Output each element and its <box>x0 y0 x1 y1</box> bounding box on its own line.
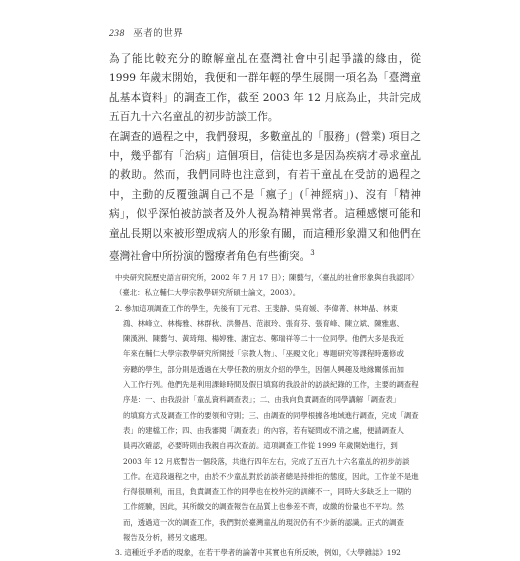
footnote-line: 旁聽的學生，部分則是透過在大學任教的朋友介紹的學生，因個人興趣及地緣關係而加 <box>123 364 404 374</box>
footnotes <box>115 270 420 561</box>
paragraph: 為了能比較充分的瞭解童乩在臺灣社會中引起爭議的緣由，從 1999 年歲末開始，我便和一群年輕的學生展開一項名為「臺灣童乩基本資料」的調查工作，截至 2003 年 12 月底為止，共計完成五百九十六名童乩的初步訪談工作。 <box>109 53 421 124</box>
footnote-line: （臺北：私立輔仁大學宗教學研究所碩士論文，2003）。 <box>115 288 301 298</box>
footnote-line: 陳漢洲、陳藝勻、黃琦翔、楊婷雅、謝宜志、鄭瑞祥等二十一位同學。他們大多是我近 <box>123 334 404 344</box>
footnote-line: 2003 年 12 月底暫告一個段落，共進行四年左右，完成了五百九十六名童乩的初步訪談 <box>123 456 410 466</box>
footnote-line: 鴻、林峰立、林梅雅、林群秋、洪譽昌、范淑玲、張育芬、張育峰、陳立斌、陳雅惠、 <box>123 318 404 328</box>
footnote-line: 2. 參加這項調查工作的學生，先後有丁元君、王斐静、吳育媛、李偉菁、林坤晶、林東 <box>115 303 398 313</box>
footnote-line: 中央研究院歷史語言研究所，2002 年 7 月 17 日）；陳藝勻，〈臺乩的社會形象與自我認同〉 <box>115 273 419 282</box>
footnote-line: 3. 這種近乎矛盾的現象，在若干學者的論著中其實也有所反映，例如，《大學雜誌》192 <box>115 548 401 558</box>
footnote-line: 的填寫方式及調查工作的要領和守則；三、由調查的同學根據各地域進行調查，完成「調查 <box>123 410 419 420</box>
main-text <box>109 50 421 267</box>
paragraph: 在調查的過程之中，我們發現，多數童乩的「服務」(營業) 項目之中，幾乎都有「治病」這個項目，信徒也多是因為疾病才尋求童乩的救助。然而，我們同時也注意到，有若干童乩在受訪的過程之中，主動的反覆強調自己不是「瘋子」(「神經病」)、沒有「精神病」，似乎深怕被訪談者及外人視為精神異常者。這種感懷可能和童乩長期以來被形塑成病人的形象有關，而這種形象淵又和他們在臺灣社會中所扮演的醫療者角色有些衝突。$^3$ <box>109 130 421 263</box>
footnote-line: 工作經驗，因此，其所繳交的調查報告在品質上也參差不齊，或繳的份量也不平均。然 <box>123 502 404 512</box>
footnote-line: 入工作行列。他們先是利用課餘時間及假日填寫的我設計的訪談紀錄的工作，主要的調查程 <box>123 380 419 390</box>
footnote-line: 員再次確認，必要時則由我親自再次查訪。這項調查工作從 1999 年歲開始進行，到 <box>123 441 398 451</box>
footnote-line: 工作。在這段過程之中，由於不少童乩對於訪談者總是持排拒的態度，因此，工作並不是進 <box>123 471 419 481</box>
running-header <box>109 25 183 39</box>
footnote-line: 表」的建檔工作；四、由我審閱「調查表」的內容，若有疑問或不清之處，便請調查人 <box>123 425 404 435</box>
footnote-ref: 3 <box>310 249 315 258</box>
footnote-line: 年來在輔仁大學宗教學研究所開授「宗教人物」、「巫覡文化」專題研究等課程時選修或 <box>123 349 404 359</box>
footnote-line: 而，透過這一次的調查工作，我們對於臺灣童乩的現況仍有不少新的認識。正式的調查 <box>123 517 404 527</box>
book-title: 巫者的世界 <box>133 28 184 39</box>
footnote-line: 序是：一、由我設計「童乩資料調查表」；二、由我向負責調查的同學講解「調查表」 <box>123 395 401 405</box>
footnote-line: 行得很順利，而且，負責調查工作的同學也在校外完的訓練不一，同時大多缺乏上一期的 <box>123 487 412 497</box>
footnote-line: 報告及分析，將另文處理。 <box>123 533 212 543</box>
page-number: 238 <box>109 29 125 39</box>
